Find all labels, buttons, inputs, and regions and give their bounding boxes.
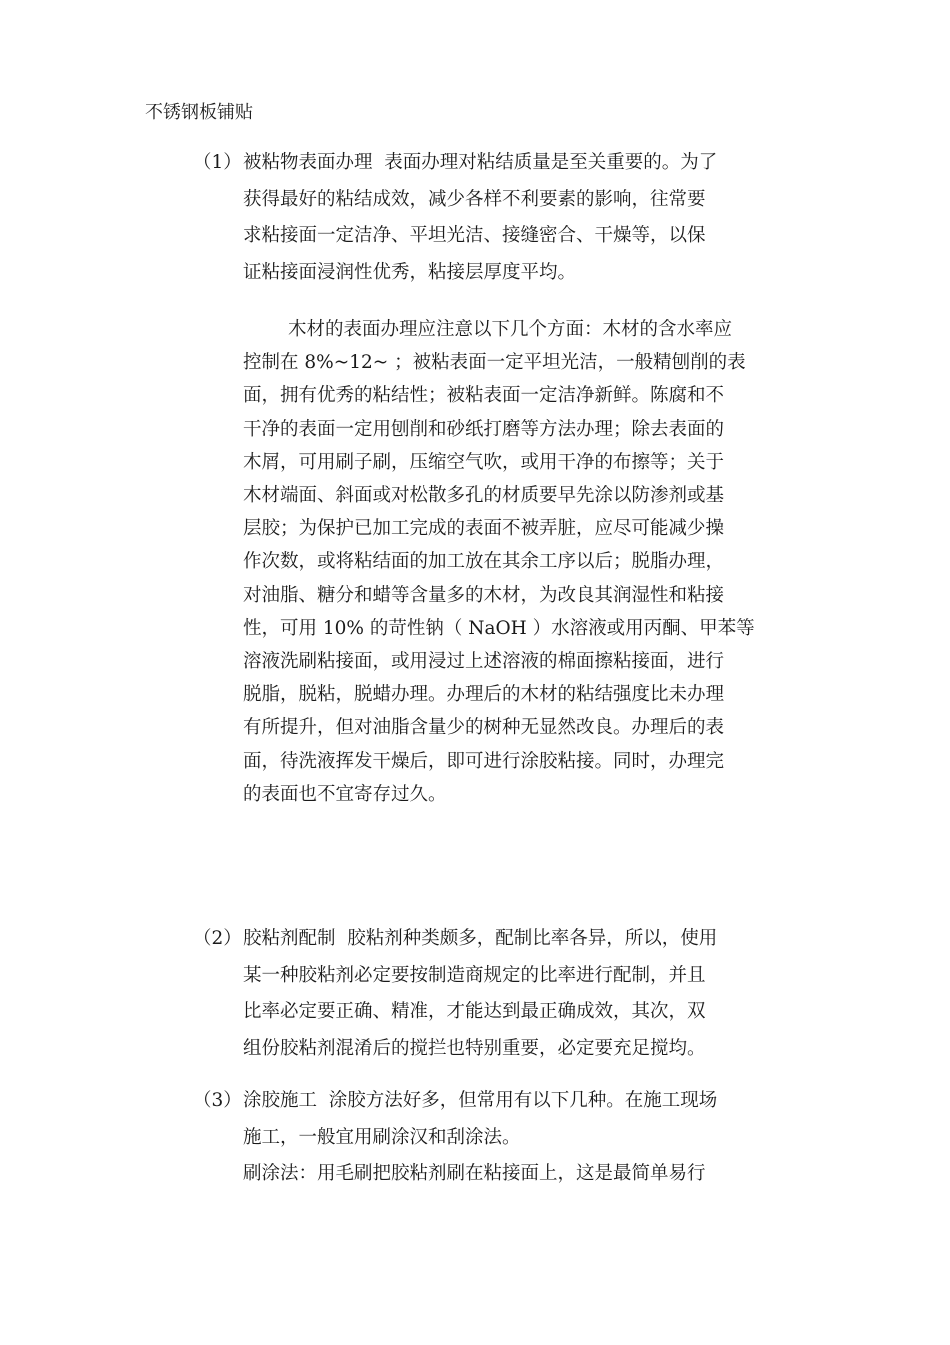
section-2-line-2: 某一种胶粘剂必定要按制造商规定的比率进行配制，并且 <box>243 964 706 986</box>
wood-line-13: 有所提升，但对油脂含量少的树种无显然改良。办理后的表 <box>243 717 725 739</box>
wood-line-1: 木材的表面办理应注意以下几个方面：木材的含水率应 <box>288 319 733 340</box>
section-1-marker: （1） <box>193 152 242 173</box>
wood-treatment-paragraph <box>243 313 803 811</box>
section-3 <box>193 1083 793 1156</box>
section-2 <box>193 921 793 1067</box>
wood-line-7: 层胶；为保护已加工完成的表面不被弄脏，应尽可能减少操 <box>243 518 725 540</box>
wood-line-3: 面，拥有优秀的粘结性；被粘表面一定洁净新鲜。陈腐和不 <box>243 385 725 407</box>
section-3-text-1: 涂胶方法好多，但常用有以下几种。在施工现场 <box>328 1090 718 1111</box>
section-1-line-4: 证粘接面浸润性优秀，粘接层厚度平均。 <box>243 261 577 283</box>
section-2-heading: 胶粘剂配制 <box>243 928 336 949</box>
section-2-line-3: 比率必定要正确、精准，才能达到最正确成效，其次，双 <box>243 1001 706 1022</box>
section-1-text-1: 表面办理对粘结质量是至关重要的。为了 <box>384 152 718 173</box>
wood-line-8: 作次数，或将粘结面的加工放在其余工序以后；脱脂办理， <box>243 551 725 573</box>
wood-line-12: 脱脂，脱粘，脱蜡办理。办理后的木材的粘结强度比未办理 <box>243 684 725 706</box>
section-2-text-1: 胶粘剂种类颇多，配制比率各异，所以，使用 <box>347 928 718 949</box>
brush-method-paragraph <box>243 1157 803 1190</box>
document-title: 不锈钢板铺贴 <box>145 102 253 123</box>
wood-line-11: 溶液洗刷粘接面，或用浸过上述溶液的棉面擦粘接面，进行 <box>243 651 725 673</box>
wood-line-14: 面，待洗液挥发干燥后，即可进行涂胶粘接。同时，办理完 <box>243 750 725 772</box>
wood-line-6: 木材端面、斜面或对松散多孔的材质要早先涂以防渗剂或基 <box>243 485 725 507</box>
wood-line-2: 控制在 8%~12~ ；被粘表面一定平坦光洁，一般精刨削的表 <box>243 352 746 374</box>
wood-line-10: 性，可用 10% 的苛性钠（ NaOH ）水溶液或用丙酮、甲苯等 <box>243 617 755 639</box>
brush-line-1: 刷涂法：用毛刷把胶粘剂刷在粘接面上，这是最简单易行 <box>243 1163 706 1184</box>
section-3-line-1 <box>243 1083 793 1120</box>
section-1-line-1 <box>243 145 793 182</box>
wood-line-9: 对油脂、糖分和蜡等含量多的木材，为改良其润湿性和粘接 <box>243 584 725 606</box>
section-3-heading: 涂胶施工 <box>243 1090 318 1111</box>
section-1 <box>193 145 793 291</box>
section-3-marker: （3） <box>193 1090 242 1111</box>
wood-line-15: 的表面也不宜寄存过久。 <box>243 783 447 805</box>
wood-line-5: 木屑，可用刷子刷，压缩空气吹，或用干净的布擦等；关于 <box>243 451 725 473</box>
section-3-line-2: 施工，一般宜用刷涂汉和刮涂法。 <box>243 1126 521 1148</box>
section-1-line-2: 获得最好的粘结成效，减少各样不利要素的影响，往常要 <box>243 188 706 210</box>
section-1-heading: 被粘物表面办理 <box>243 152 373 173</box>
section-2-line-4: 组份胶粘剂混淆后的搅拦也特别重要，必定要充足搅均。 <box>243 1037 706 1059</box>
section-2-line-1 <box>243 921 793 958</box>
section-2-marker: （2） <box>193 928 242 949</box>
section-1-line-3: 求粘接面一定洁净、平坦光洁、接缝密合、干燥等，以保 <box>243 225 706 246</box>
wood-line-4: 干净的表面一定用刨削和砂纸打磨等方法办理；除去表面的 <box>243 418 725 440</box>
